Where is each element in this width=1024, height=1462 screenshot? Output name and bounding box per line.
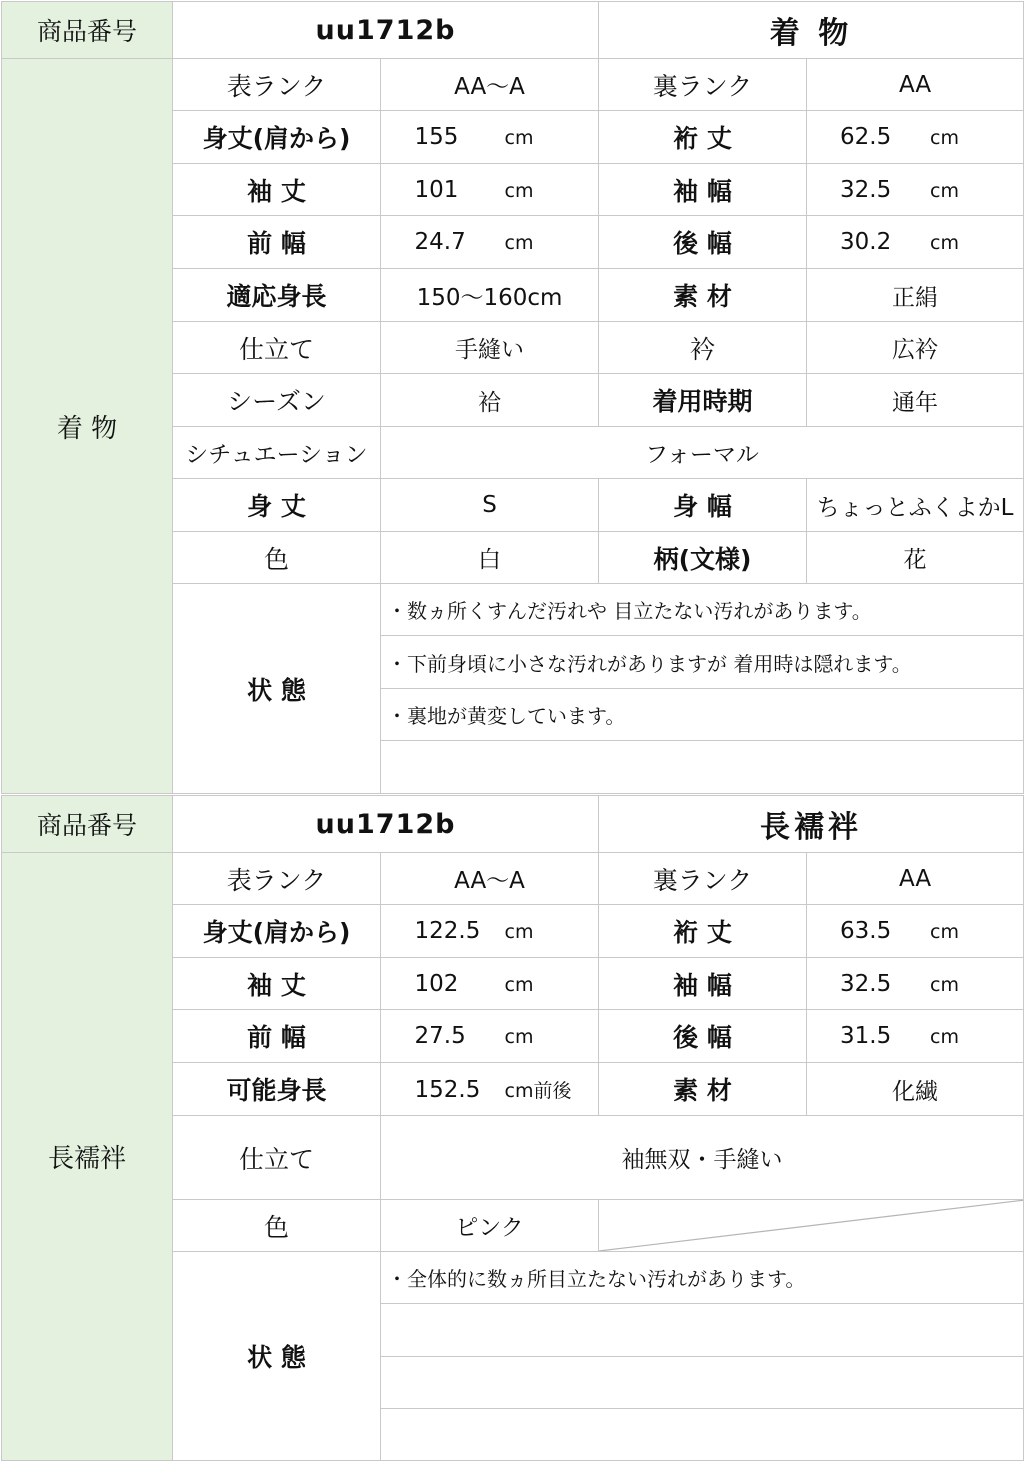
juban-spec-table <box>1 795 1024 1461</box>
diagonal-line <box>599 1200 1024 1252</box>
label-tailoring: 仕立て <box>173 322 381 374</box>
label-sodetake: 袖 丈 <box>173 164 381 216</box>
value-ura-rank: AA <box>807 59 1024 111</box>
label-condition: 状 態 <box>173 584 381 794</box>
value-material: 化繊 <box>807 1063 1024 1116</box>
value-size-length: S <box>381 479 599 532</box>
label-tailoring: 仕立て <box>173 1116 381 1200</box>
label-material: 素 材 <box>599 269 807 322</box>
value-maehaba: 27.5 cm <box>381 1010 599 1063</box>
condition-note <box>381 1304 1024 1357</box>
label-omote-rank: 表ランク <box>173 59 381 111</box>
value-yuki: 62.5 cm <box>807 111 1024 164</box>
label-mitake: 身丈(肩から) <box>173 905 381 958</box>
value-pattern: 花 <box>807 532 1024 584</box>
value-maehaba: 24.7 cm <box>381 216 599 269</box>
label-mitake: 身丈(肩から) <box>173 111 381 164</box>
product-code-label: 商品番号 <box>2 2 173 59</box>
value-sodetake: 101 cm <box>381 164 599 216</box>
label-yuki: 裄 丈 <box>599 111 807 164</box>
value-tailoring: 袖無双・手縫い <box>381 1116 1024 1200</box>
label-color: 色 <box>173 532 381 584</box>
value-mitake: 155 cm <box>381 111 599 164</box>
value-sodetake: 102 cm <box>381 958 599 1010</box>
value-sodehaba: 32.5 cm <box>807 164 1024 216</box>
value-wear-period: 通年 <box>807 374 1024 427</box>
value-tailoring: 手縫い <box>381 322 599 374</box>
product-code: uu1712b <box>173 796 599 853</box>
label-color: 色 <box>173 1200 381 1252</box>
label-condition: 状 態 <box>173 1252 381 1461</box>
value-ushirohaba: 30.2 cm <box>807 216 1024 269</box>
label-fit-height: 適応身長 <box>173 269 381 322</box>
value-collar: 広衿 <box>807 322 1024 374</box>
label-pattern: 柄(文様) <box>599 532 807 584</box>
condition-note: ・数ヵ所くすんだ汚れや 目立たない汚れがあります。 <box>381 584 1024 636</box>
value-material: 正絹 <box>807 269 1024 322</box>
section-title: 着 物 <box>599 2 1024 59</box>
value-yuki: 63.5 cm <box>807 905 1024 958</box>
label-collar: 衿 <box>599 322 807 374</box>
label-ushirohaba: 後 幅 <box>599 216 807 269</box>
label-ura-rank: 裏ランク <box>599 59 807 111</box>
label-maehaba: 前 幅 <box>173 1010 381 1063</box>
value-fit-height: 150〜160cm <box>381 269 599 322</box>
label-possible-height: 可能身長 <box>173 1063 381 1116</box>
category-label: 着 物 <box>2 59 173 794</box>
value-sodehaba: 32.5 cm <box>807 958 1024 1010</box>
condition-note: ・裏地が黄変しています。 <box>381 689 1024 741</box>
value-mitake: 122.5 cm <box>381 905 599 958</box>
label-season: シーズン <box>173 374 381 427</box>
label-ushirohaba: 後 幅 <box>599 1010 807 1063</box>
label-situation: シチュエーション <box>173 427 381 479</box>
value-season: 袷 <box>381 374 599 427</box>
condition-note: ・下前身頃に小さな汚れがありますが 着用時は隠れます。 <box>381 636 1024 689</box>
value-omote-rank: AA〜A <box>381 59 599 111</box>
value-possible-height: 152.5 cm前後 <box>381 1063 599 1116</box>
label-wear-period: 着用時期 <box>599 374 807 427</box>
value-color: ピンク <box>381 1200 599 1252</box>
condition-note: ・全体的に数ヵ所目立たない汚れがあります。 <box>381 1252 1024 1304</box>
product-code-label: 商品番号 <box>2 796 173 853</box>
label-size-length: 身 丈 <box>173 479 381 532</box>
value-size-width: ちょっとふくよかL <box>807 479 1024 532</box>
empty-diagonal-cell <box>599 1200 1024 1252</box>
kimono-spec-table <box>1 1 1024 794</box>
label-sodehaba: 袖 幅 <box>599 164 807 216</box>
product-code: uu1712b <box>173 2 599 59</box>
label-material: 素 材 <box>599 1063 807 1116</box>
value-situation: フォーマル <box>381 427 1024 479</box>
value-omote-rank: AA〜A <box>381 853 599 905</box>
label-omote-rank: 表ランク <box>173 853 381 905</box>
value-color: 白 <box>381 532 599 584</box>
section-title: 長襦袢 <box>599 796 1024 853</box>
value-ura-rank: AA <box>807 853 1024 905</box>
condition-note <box>381 741 1024 794</box>
condition-note <box>381 1357 1024 1409</box>
label-maehaba: 前 幅 <box>173 216 381 269</box>
label-sodetake: 袖 丈 <box>173 958 381 1010</box>
label-size-width: 身 幅 <box>599 479 807 532</box>
category-label: 長襦袢 <box>2 853 173 1461</box>
label-ura-rank: 裏ランク <box>599 853 807 905</box>
condition-note <box>381 1409 1024 1461</box>
label-yuki: 裄 丈 <box>599 905 807 958</box>
label-sodehaba: 袖 幅 <box>599 958 807 1010</box>
value-ushirohaba: 31.5 cm <box>807 1010 1024 1063</box>
